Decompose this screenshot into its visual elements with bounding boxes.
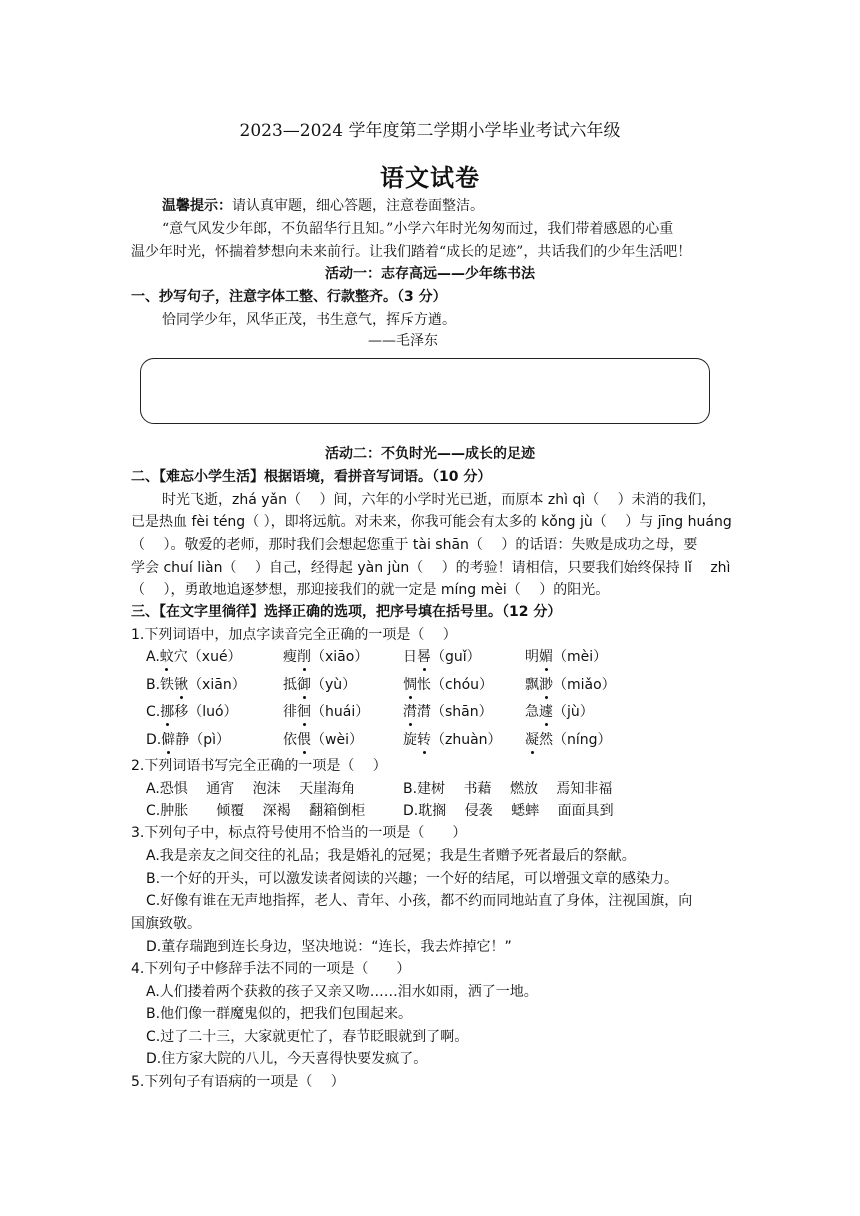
option-text: B.铁: [146, 677, 175, 693]
question-3-title: 三、【在文字里徜徉】选择正确的选项，把序号填在括号里。（12 分）: [131, 604, 562, 620]
quote-text: 恰同学少年，风华正茂，书生意气，挥斥方遒。: [162, 312, 456, 328]
intro-paragraph-line-1: “意气风发少年郎，不负韶华行且知。”小学六年时光匆匆而过，我们带着感恩的心重: [162, 221, 674, 237]
option-text: 依: [283, 732, 297, 748]
sub-question-4-stem: 4.下列句子中修辞手法不同的一项是（ ）: [131, 961, 411, 977]
pronunciation-option: [403, 647, 481, 667]
option-text: （guǐ）: [431, 649, 481, 665]
option-text: （wèi）: [311, 732, 363, 748]
dotted-character: 徊: [297, 704, 311, 720]
option-2d: D.耽搁 侵袭 蟋蟀 面面具到: [403, 803, 614, 819]
option-3d: D.董存瑞跑到连长身边，坚决地说：“连长，我去炸掉它！”: [146, 939, 512, 955]
option-4d: D.住方家大院的八儿，今天喜得快要发疯了。: [146, 1051, 428, 1067]
option-text: 穴（xué）: [173, 649, 242, 665]
tip-label: 温馨提示：: [162, 198, 232, 214]
dotted-character: 蚊: [159, 649, 174, 665]
question-1-title: 一、抄写句子，注意字体工整、行款整齐。（3 分）: [131, 289, 447, 305]
option-2c: C.肿胀 倾覆 深褐 翻箱倒柜: [146, 803, 366, 819]
pronunciation-option: [525, 647, 607, 667]
pronunciation-option: [403, 702, 493, 722]
option-3c-line-2: 国旗致敬。: [131, 916, 201, 932]
activity1-heading: 活动一：志存高远——少年练书法: [325, 266, 535, 282]
sub-question-3-stem: 3.下列句子中，标点符号使用不恰当的一项是（ ）: [131, 825, 467, 841]
dotted-character: 削: [297, 649, 311, 665]
option-text: （mèi）: [553, 649, 608, 665]
option-text: 然（níng）: [539, 732, 612, 748]
pronunciation-option: [283, 647, 368, 667]
pronunciation-option: [146, 702, 238, 722]
option-text: （zhuàn）: [431, 732, 502, 748]
pronunciation-option: [146, 647, 242, 667]
option-text: 急: [525, 704, 539, 720]
option-text: A.: [146, 649, 160, 665]
option-3c-line-1: C.好像有谁在无声地指挥，老人、青年、小孩，都不约而同地站直了身体，注视国旗，向: [146, 893, 693, 909]
handwriting-answer-box[interactable]: [140, 358, 710, 424]
dotted-character: 偎: [297, 732, 311, 748]
tip-line: [162, 196, 484, 216]
option-text: 日: [403, 649, 417, 665]
dotted-character: 潸: [403, 704, 417, 720]
exam-title: 2023—2024 学年度第二学期小学毕业考试六年级: [239, 121, 621, 141]
option-4a: A.人们搂着两个获救的孩子又亲又吻……泪水如雨，洒了一地。: [146, 984, 538, 1000]
dotted-character: 渺: [539, 677, 553, 693]
dotted-character: 挪: [160, 704, 175, 720]
dotted-character: 转: [417, 732, 431, 748]
option-4b: B.他们像一群魔鬼似的，把我们包围起来。: [146, 1006, 413, 1022]
option-text: （huái）: [311, 704, 370, 720]
dotted-character: 僻: [161, 732, 176, 748]
option-text: 瘦: [283, 649, 297, 665]
dotted-character: 媚: [539, 649, 553, 665]
pinyin-passage-line-5: （ ），勇敢地追逐梦想，那迎接我们的就一定是 míng mèi（ ）的阳光。: [131, 582, 610, 598]
option-text: 移（luó）: [174, 704, 238, 720]
dotted-character: 晷: [417, 649, 431, 665]
pronunciation-option: [403, 730, 502, 750]
option-text: 抵: [283, 677, 297, 693]
dotted-character: 御: [297, 677, 311, 693]
dotted-character: 遽: [539, 704, 553, 720]
option-3b: B.一个好的开头，可以激发读者阅读的兴趣；一个好的结尾，可以增强文章的感染力。: [146, 871, 679, 887]
option-text: （xiān）: [188, 677, 246, 693]
pronunciation-option: [283, 730, 363, 750]
option-2b: B.建树 书藉 燃放 焉知非福: [403, 781, 613, 797]
option-text: （xiāo）: [311, 649, 369, 665]
activity2-heading: 活动二：不负时光——成长的足迹: [325, 446, 535, 462]
pronunciation-option: [283, 675, 356, 695]
dotted-character: 凝: [525, 732, 539, 748]
option-text: C.: [146, 704, 161, 720]
pinyin-passage-line-1: 时光飞逝，zhá yǎn（ ）间，六年的小学时光已逝，而原本 zhì qì（ ）未消的我们，: [162, 492, 716, 508]
option-text: （jù）: [553, 704, 594, 720]
option-text: （miǎo）: [553, 677, 616, 693]
option-text: D.: [146, 732, 162, 748]
intro-paragraph-line-2: 温少年时光，怀揣着梦想向未来前行。让我们踏着“成长的足迹”，共话我们的少年生活吧！: [131, 244, 692, 260]
pronunciation-option: [525, 675, 616, 695]
sub-question-5-stem: 5.下列句子有语病的一项是（ ）: [131, 1074, 345, 1090]
pronunciation-option: [403, 675, 493, 695]
dotted-character: 惆: [403, 677, 417, 693]
pronunciation-option: [146, 730, 230, 750]
dotted-character: 锹: [174, 677, 189, 693]
quote-author: ——毛泽东: [368, 333, 438, 349]
option-text: 明: [525, 649, 539, 665]
tip-text: 请认真审题，细心答题，注意卷面整洁。: [232, 198, 484, 214]
option-text: 徘: [283, 704, 297, 720]
option-3a: A.我是亲友之间交往的礼品；我是婚礼的冠冕；我是生者赠予死者最后的祭献。: [146, 848, 636, 864]
subject-title: 语文试卷: [380, 163, 480, 192]
pronunciation-option: [283, 702, 369, 722]
option-2a: A.恐惧 通宵 泡沫 天崖海角: [146, 781, 356, 797]
sub-question-1-stem: 1.下列词语中，加点字读音完全正确的一项是（ ）: [131, 627, 457, 643]
pinyin-passage-line-4: 学会 chuí liàn（ ）自己，经得起 yàn jùn（ ）的考验！请相信，只要我们始终保持 lǐ zhì: [131, 560, 731, 576]
option-text: （yù）: [311, 677, 357, 693]
sub-question-2-stem: 2.下列词语书写完全正确的一项是（ ）: [131, 758, 387, 774]
pinyin-passage-line-2: 已是热血 fèi téng（ ），即将远航。对未来，你我可能会有太多的 kǒng jù（ ）与 jīng huáng: [131, 514, 732, 530]
option-text: 静（pì）: [175, 732, 231, 748]
option-text: 怅（chóu）: [417, 677, 494, 693]
option-text: 旋: [403, 732, 417, 748]
question-2-title: 二、【难忘小学生活】根据语境，看拼音写词语。（10 分）: [131, 469, 492, 485]
option-text: 潸（shān）: [417, 704, 493, 720]
option-4c: C.过了二十三，大家就更忙了，春节眨眼就到了啊。: [146, 1029, 469, 1045]
pinyin-passage-line-3: （ ）。敬爱的老师，那时我们会想起您重于 tài shān（ ）的话语：失败是成功之母，要: [131, 537, 698, 553]
option-text: 飘: [525, 677, 539, 693]
pronunciation-option: [146, 675, 246, 695]
pronunciation-option: [525, 702, 594, 722]
pronunciation-option: [525, 730, 612, 750]
